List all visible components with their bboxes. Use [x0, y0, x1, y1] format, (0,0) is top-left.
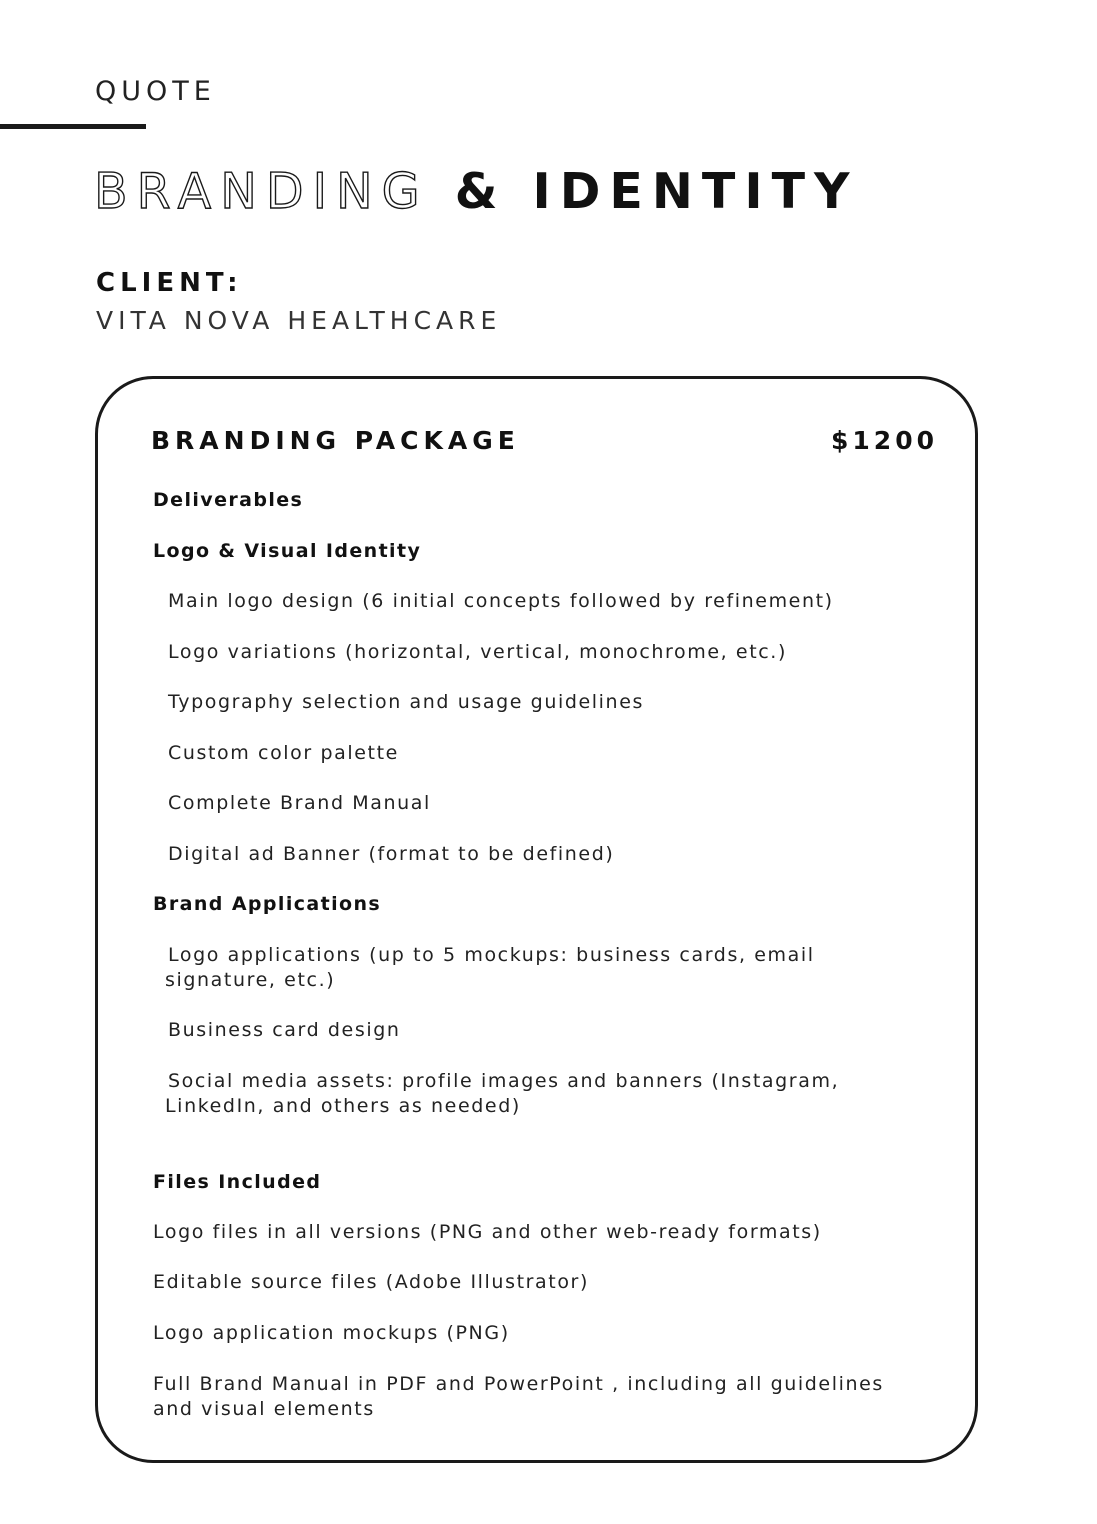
deliverables-heading: Deliverables	[153, 489, 304, 511]
list-item: Logo applications (up to 5 mockups: business cards, email	[168, 944, 815, 966]
list-item: Social media assets: profile images and banners (Instagram,	[168, 1070, 840, 1092]
page-title-outline: BRANDING	[94, 163, 429, 220]
quote-divider	[0, 124, 146, 129]
quote-label: QUOTE	[95, 76, 216, 107]
list-item: Full Brand Manual in PDF and PowerPoint , including all guidelines	[153, 1373, 884, 1395]
list-item: Digital ad Banner (format to be defined)	[168, 843, 615, 865]
list-item: LinkedIn, and others as needed)	[165, 1095, 521, 1117]
list-item: and visual elements	[153, 1398, 375, 1420]
client-name: VITA NOVA HEALTHCARE	[96, 306, 502, 335]
section-heading: Logo & Visual Identity	[153, 540, 422, 562]
list-item: Business card design	[168, 1019, 401, 1041]
list-item: Logo application mockups (PNG)	[153, 1322, 510, 1344]
list-item: Main logo design (6 initial concepts followed by refinement)	[168, 590, 834, 612]
page-title	[94, 163, 858, 220]
list-item: Logo variations (horizontal, vertical, monochrome, etc.)	[168, 641, 787, 663]
page-title-solid: & IDENTITY	[454, 163, 859, 220]
list-item: Complete Brand Manual	[168, 792, 431, 814]
list-item: Logo files in all versions (PNG and other web-ready formats)	[153, 1221, 822, 1243]
section-heading: Files Included	[153, 1171, 322, 1193]
list-item: Editable source files (Adobe Illustrator)	[153, 1271, 589, 1293]
client-label: CLIENT:	[96, 268, 243, 298]
package-price: $1200	[831, 426, 938, 455]
list-item: signature, etc.)	[165, 969, 336, 991]
package-title: BRANDING PACKAGE	[151, 426, 520, 455]
list-item: Typography selection and usage guidelines	[168, 691, 644, 713]
section-heading: Brand Applications	[153, 893, 382, 915]
list-item: Custom color palette	[168, 742, 399, 764]
